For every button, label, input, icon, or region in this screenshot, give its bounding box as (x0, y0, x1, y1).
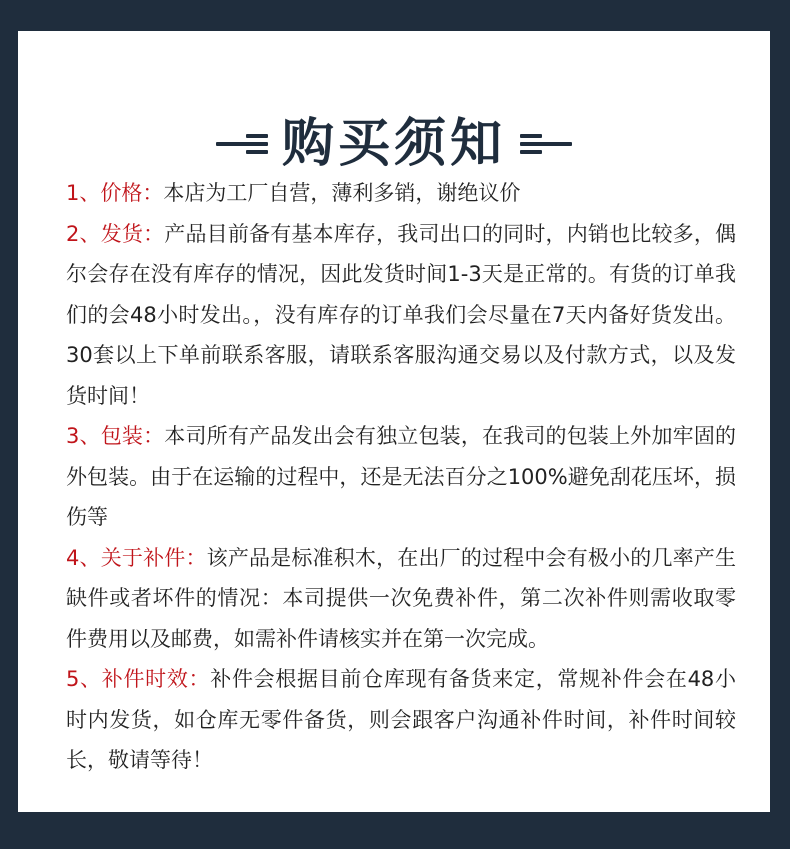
item-text: 产品目前备有基本库存，我司出口的同时，内销也比较多，偶尔会存在没有库存的情况，因此发货时间1-3天是正常的。有货的订单我们的会48小时发出。，没有库存的订单我们会尽量在7天内备好货发出。30套以上下单前联系客服，请联系客服沟通交易以及付款方式，以及发货时间！ (66, 221, 736, 408)
line-and-equals-icon (216, 124, 268, 164)
heading-row (18, 109, 770, 179)
item-text: 本司所有产品发出会有独立包装，在我司的包装上外加牢固的外包装。由于在运输的过程中，还是无法百分之100%避免刮花压坏，损伤等 (66, 424, 736, 529)
item-label: 2、发货： (66, 221, 165, 246)
notice-content (66, 173, 736, 781)
notice-item-replacement-time (66, 659, 736, 781)
notice-item-packaging (66, 416, 736, 538)
item-label: 5、补件时效： (66, 667, 211, 691)
item-label: 3、包装： (66, 424, 165, 448)
item-text: 该产品是标准积木，在出厂的过程中会有极小的几率产生缺件或者坏件的情况：本司提供一次免费补件，第二次补件则需收取零件费用以及邮费，如需补件请核实并在第一次完成。 (66, 545, 736, 651)
page-title: 购买须知 (281, 114, 506, 174)
item-text: 本店为工厂自营，薄利多销，谢绝议价 (163, 181, 521, 205)
item-label: 4、关于补件： (66, 545, 207, 570)
equals-and-line-icon (520, 124, 572, 164)
notice-item-replacement-parts (66, 538, 736, 660)
item-label: 1、价格： (66, 181, 164, 205)
item-text: 补件会根据目前仓库现有备货来定，常规补件会在48小时内发货，如仓库无零件备货，则会跟客户沟通补件时间，补件时间较长，敬请等待！ (66, 667, 736, 772)
notice-card (18, 31, 770, 812)
notice-item-price (66, 173, 736, 214)
notice-item-shipping (66, 214, 736, 417)
